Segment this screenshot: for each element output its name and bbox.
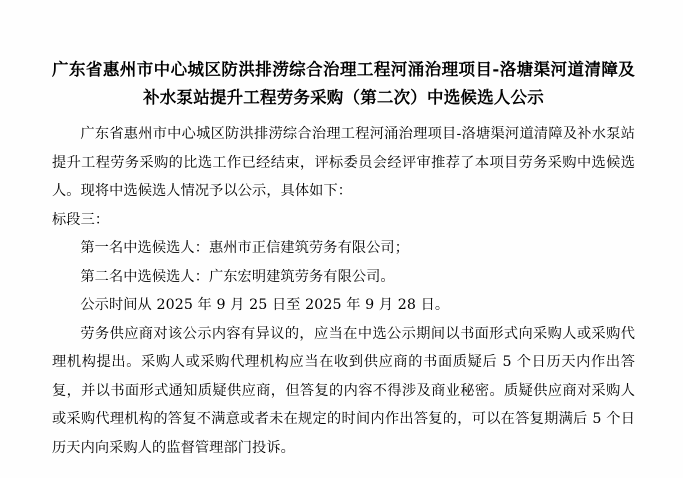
paragraph-publicity-period: 公示时间从 2025 年 9 月 25 日至 2025 年 9 月 28 日。 <box>80 297 450 313</box>
page-title: 广东省惠州市中心城区防洪排涝综合治理工程河涌治理项目-洛塘渠河道清障及补水泵站提升工程劳务采购（第二次）中选候选人公示 <box>52 60 635 107</box>
paragraph-objection-notice: 劳务供应商对该公示内容有异议的，应当在中选公示期间以书面形式向采购人或采购代理机构提出。采购人或采购代理机构应当在收到供应商的书面质疑后 5 个日历天内作出答复，并以书面形式通知质疑供应商，但答复的内容不得涉及商业秘密。质疑供应商对采购人或采购代理机构的答复不满意或者未在规定的时间内作出答复的，可以在答复期满后 5 个日历天内向采购人的监督管理部门投诉。 <box>52 325 635 456</box>
paragraph-candidate-2: 第二名中选候选人：广东宏明建筑劳务有限公司。 <box>80 268 395 285</box>
paragraph-intro: 广东省惠州市中心城区防洪排涝综合治理工程河涌治理项目-洛塘渠河道清障及补水泵站提升工程劳务采购的比选工作已经结束，评标委员会经评审推荐了本项目劳务采购中选候选人。现将中选候选人情况予以公示，具体如下： <box>52 126 635 199</box>
paragraph-section-label: 标段三： <box>52 211 110 228</box>
paragraph-candidate-1: 第一名中选候选人：惠州市正信建筑劳务有限公司； <box>80 240 410 256</box>
